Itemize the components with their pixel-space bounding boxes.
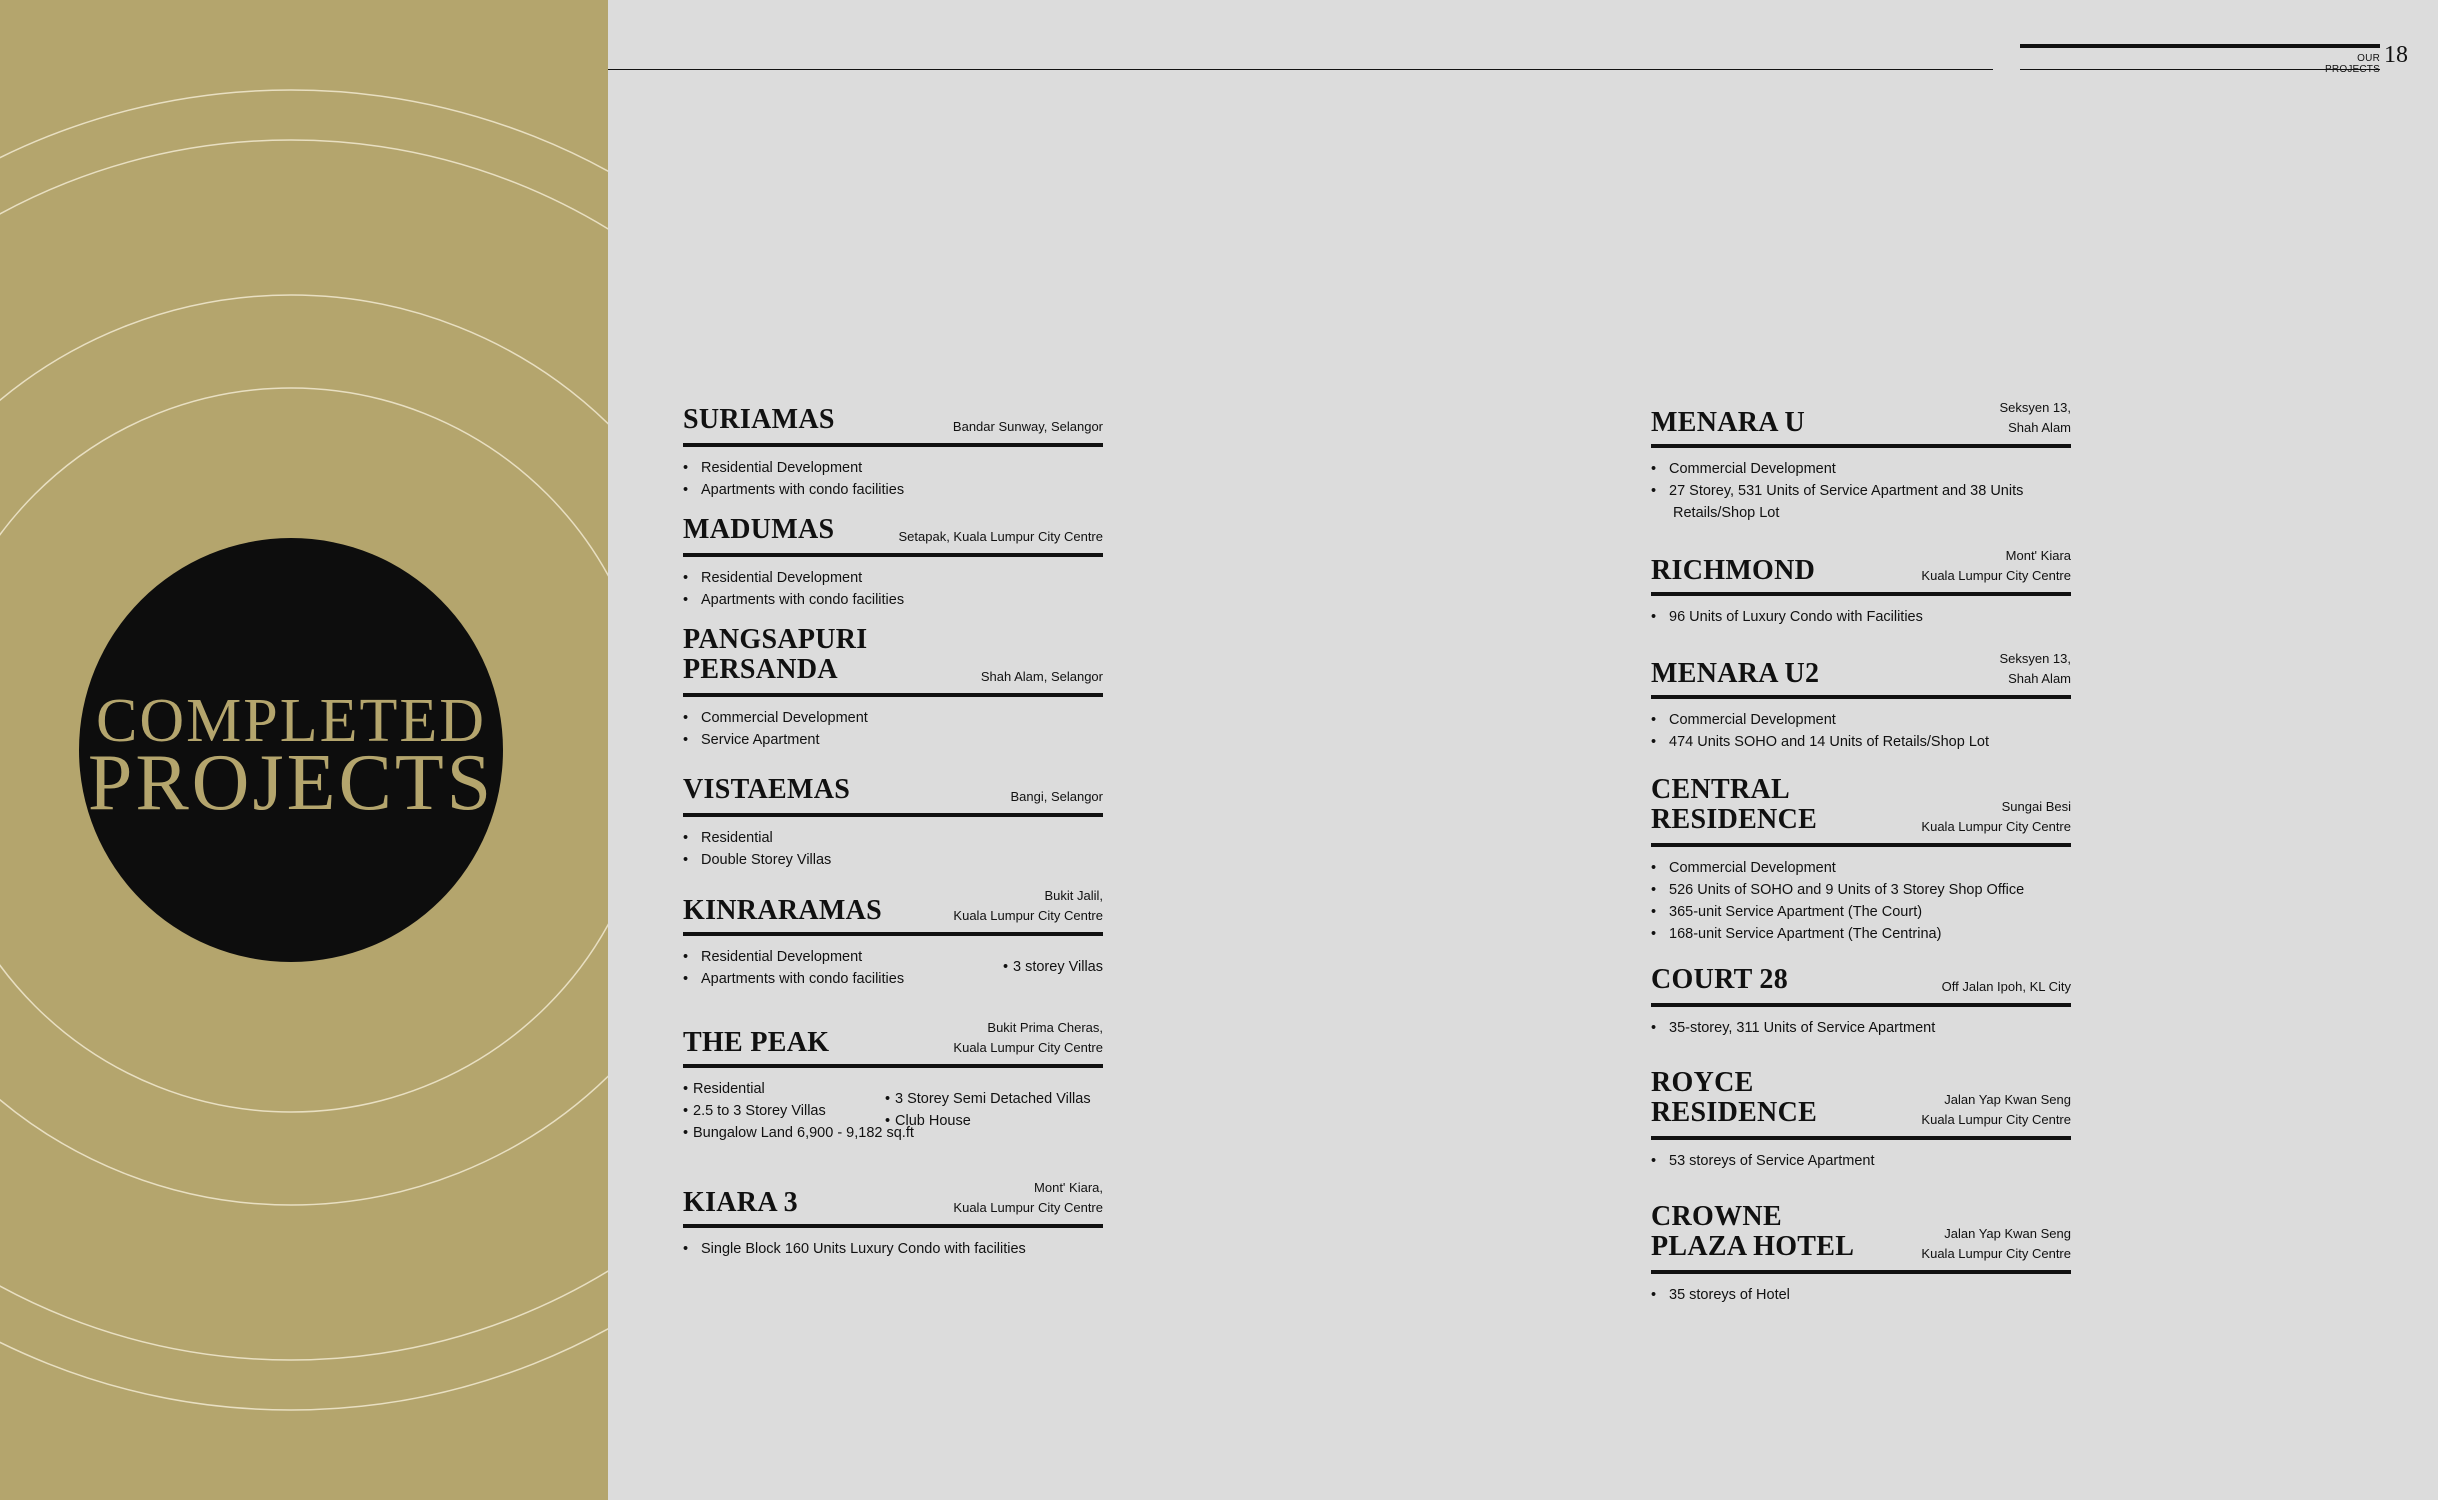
list-item: • Residential	[683, 827, 1103, 849]
project-name: MENARA U	[1651, 407, 1806, 438]
header-bar-right	[2020, 44, 2380, 48]
list-item: • 474 Units SOHO and 14 Units of Retails/Shop Lot	[1651, 731, 2071, 753]
project-central-residence	[1651, 775, 2071, 945]
list-item: • 3 storey Villas	[1003, 956, 1103, 978]
header-rule-center	[438, 69, 1993, 70]
location-line1: Sungai Besi	[2001, 799, 2071, 814]
location-line1: Bukit Jalil,	[1044, 888, 1103, 903]
list-item: • Bungalow Land 6,900 - 9,182 sq.ft	[683, 1122, 1103, 1144]
project-crowne-plaza-hotel	[1651, 1202, 2071, 1306]
project-vistaemas	[683, 775, 1103, 871]
list-item: • 96 Units of Luxury Condo with Facilities	[1651, 606, 2071, 628]
location-line1: Mont' Kiara,	[1034, 1180, 1103, 1195]
project-name-line2: PLAZA HOTEL	[1651, 1231, 1855, 1262]
hero-title-line1: COMPLETED	[96, 687, 486, 755]
location-line2: Kuala Lumpur City Centre	[1921, 568, 2071, 583]
project-details	[1651, 1284, 2071, 1306]
project-court-28	[1651, 965, 2071, 1039]
project-suriamas	[683, 405, 1103, 501]
project-details	[683, 567, 1103, 611]
project-name-line2: PERSANDA	[683, 654, 838, 685]
project-location: Bandar Sunway, Selangor	[952, 419, 1103, 434]
completed-projects-circle	[79, 538, 503, 962]
project-details	[683, 457, 1103, 501]
location-line2: Shah Alam	[2008, 420, 2071, 435]
project-header	[683, 1172, 1103, 1228]
list-item: • 526 Units of SOHO and 9 Units of 3 Storey Shop Office	[1651, 879, 2071, 901]
project-header	[683, 880, 1103, 936]
project-kiara-3	[683, 1172, 1103, 1260]
project-name: VISTAEMAS	[683, 774, 851, 805]
project-location: Shah Alam, Selangor	[980, 669, 1103, 684]
project-header	[683, 515, 1103, 557]
project-pangsapuri-persanda	[683, 625, 1103, 751]
right-page-number: 18	[2384, 42, 2408, 68]
location-line1: Seksyen 13,	[1999, 400, 2071, 415]
list-item: • 35 storeys of Hotel	[1651, 1284, 2071, 1306]
project-royce-residence	[1651, 1068, 2071, 1172]
project-location	[953, 1178, 1103, 1218]
project-name-line1: ROYCE	[1651, 1067, 1754, 1098]
list-item: • Commercial Development	[1651, 458, 2071, 480]
location-line2: Kuala Lumpur City Centre	[1921, 1246, 2071, 1261]
project-location: Off Jalan Ipoh, KL City	[1941, 979, 2071, 994]
project-location	[1921, 1090, 2071, 1130]
project-details	[683, 1238, 1103, 1260]
location-line1: Bukit Prima Cheras,	[987, 1020, 1103, 1035]
list-item: • 2.5 to 3 Storey Villas	[683, 1100, 1103, 1122]
project-header	[1651, 965, 2071, 1007]
project-name-line1: CENTRAL	[1651, 774, 1791, 805]
project-details	[683, 827, 1103, 871]
project-name: KIARA 3	[683, 1187, 798, 1218]
project-details	[1651, 1017, 2071, 1039]
project-details	[1651, 709, 2071, 753]
project-richmond	[1651, 543, 2071, 628]
project-location: Bangi, Selangor	[1010, 789, 1103, 804]
location-line1: Jalan Yap Kwan Seng	[1944, 1226, 2071, 1241]
location-line2: Kuala Lumpur City Centre	[1921, 1112, 2071, 1127]
list-item-continuation: Retails/Shop Lot	[1673, 505, 1780, 521]
list-item: • Commercial Development	[1651, 709, 2071, 731]
list-item: • 35-storey, 311 Units of Service Apartment	[1651, 1017, 2071, 1039]
list-item: • Residential	[683, 1078, 1103, 1100]
project-menara-u	[1651, 395, 2071, 524]
project-kinraramas	[683, 880, 1103, 990]
list-item: • Residential Development	[683, 946, 1103, 968]
list-item: • Single Block 160 Units Luxury Condo with facilities	[683, 1238, 1103, 1260]
list-item: • Service Apartment	[683, 729, 1103, 751]
project-details	[683, 1078, 1103, 1144]
list-item: • 27 Storey, 531 Units of Service Apartment and 38 Units	[1651, 480, 2071, 502]
project-name: MADUMAS	[683, 514, 835, 545]
list-item: • Double Storey Villas	[683, 849, 1103, 871]
project-header	[1651, 1068, 2071, 1140]
project-location	[1999, 398, 2071, 438]
project-name: THE PEAK	[683, 1027, 830, 1058]
location-line1: Jalan Yap Kwan Seng	[1944, 1092, 2071, 1107]
project-details	[1651, 1150, 2071, 1172]
list-item: • Commercial Development	[683, 707, 1103, 729]
project-location: Setapak, Kuala Lumpur City Centre	[898, 529, 1103, 544]
project-location	[953, 1018, 1103, 1058]
project-name-line2: RESIDENCE	[1651, 804, 1818, 835]
list-item: • Apartments with condo facilities	[683, 589, 1103, 611]
gold-panel	[0, 0, 608, 1500]
project-header	[1651, 395, 2071, 448]
list-item: • Residential Development	[683, 567, 1103, 589]
list-item: • Residential Development	[683, 457, 1103, 479]
project-details	[683, 946, 1103, 990]
project-location	[953, 886, 1103, 926]
location-line2: Kuala Lumpur City Centre	[953, 1200, 1103, 1215]
project-details	[1651, 458, 2071, 524]
location-line1: Mont' Kiara	[2005, 548, 2071, 563]
list-item: • 365-unit Service Apartment (The Court)	[1651, 901, 2071, 923]
project-header	[683, 405, 1103, 447]
hero-title-line2: PROJECTS	[87, 739, 495, 827]
running-title-right: OUR PROJECTS	[2325, 53, 2380, 75]
project-location	[1921, 797, 2071, 837]
list-item: • Apartments with condo facilities	[683, 479, 1103, 501]
location-line2: Kuala Lumpur City Centre	[953, 908, 1103, 923]
project-the-peak	[683, 1012, 1103, 1144]
location-line1: Seksyen 13,	[1999, 651, 2071, 666]
project-header	[683, 775, 1103, 817]
project-name: KINRARAMAS	[683, 895, 882, 926]
project-madumas	[683, 515, 1103, 611]
project-details	[1651, 606, 2071, 628]
project-header	[683, 625, 1103, 697]
project-header	[1651, 543, 2071, 596]
project-name: RICHMOND	[1651, 555, 1816, 586]
location-line2: Kuala Lumpur City Centre	[1921, 819, 2071, 834]
list-item: • 168-unit Service Apartment (The Centrina)	[1651, 923, 2071, 945]
project-details	[1651, 857, 2071, 945]
project-header	[1651, 646, 2071, 699]
project-details	[683, 707, 1103, 751]
project-name-line2: RESIDENCE	[1651, 1097, 1818, 1128]
project-header	[1651, 775, 2071, 847]
project-header	[683, 1012, 1103, 1068]
project-location	[1921, 1224, 2071, 1264]
project-location	[1921, 546, 2071, 586]
list-item: • Apartments with condo facilities	[683, 968, 1103, 990]
project-name-line1: CROWNE	[1651, 1201, 1782, 1232]
project-name: MENARA U2	[1651, 658, 1820, 689]
project-name-line1: PANGSAPURI	[683, 624, 868, 655]
list-item: • 3 Storey Semi Detached Villas	[885, 1088, 1091, 1110]
project-name: SURIAMAS	[683, 404, 835, 435]
project-header	[1651, 1202, 2071, 1274]
location-line2: Kuala Lumpur City Centre	[953, 1040, 1103, 1055]
list-item: • 53 storeys of Service Apartment	[1651, 1150, 2071, 1172]
location-line2: Shah Alam	[2008, 671, 2071, 686]
project-name: COURT 28	[1651, 964, 1789, 995]
project-location	[1999, 649, 2071, 689]
project-menara-u2	[1651, 646, 2071, 753]
list-item: • Commercial Development	[1651, 857, 2071, 879]
list-item: • Club House	[885, 1110, 1091, 1132]
